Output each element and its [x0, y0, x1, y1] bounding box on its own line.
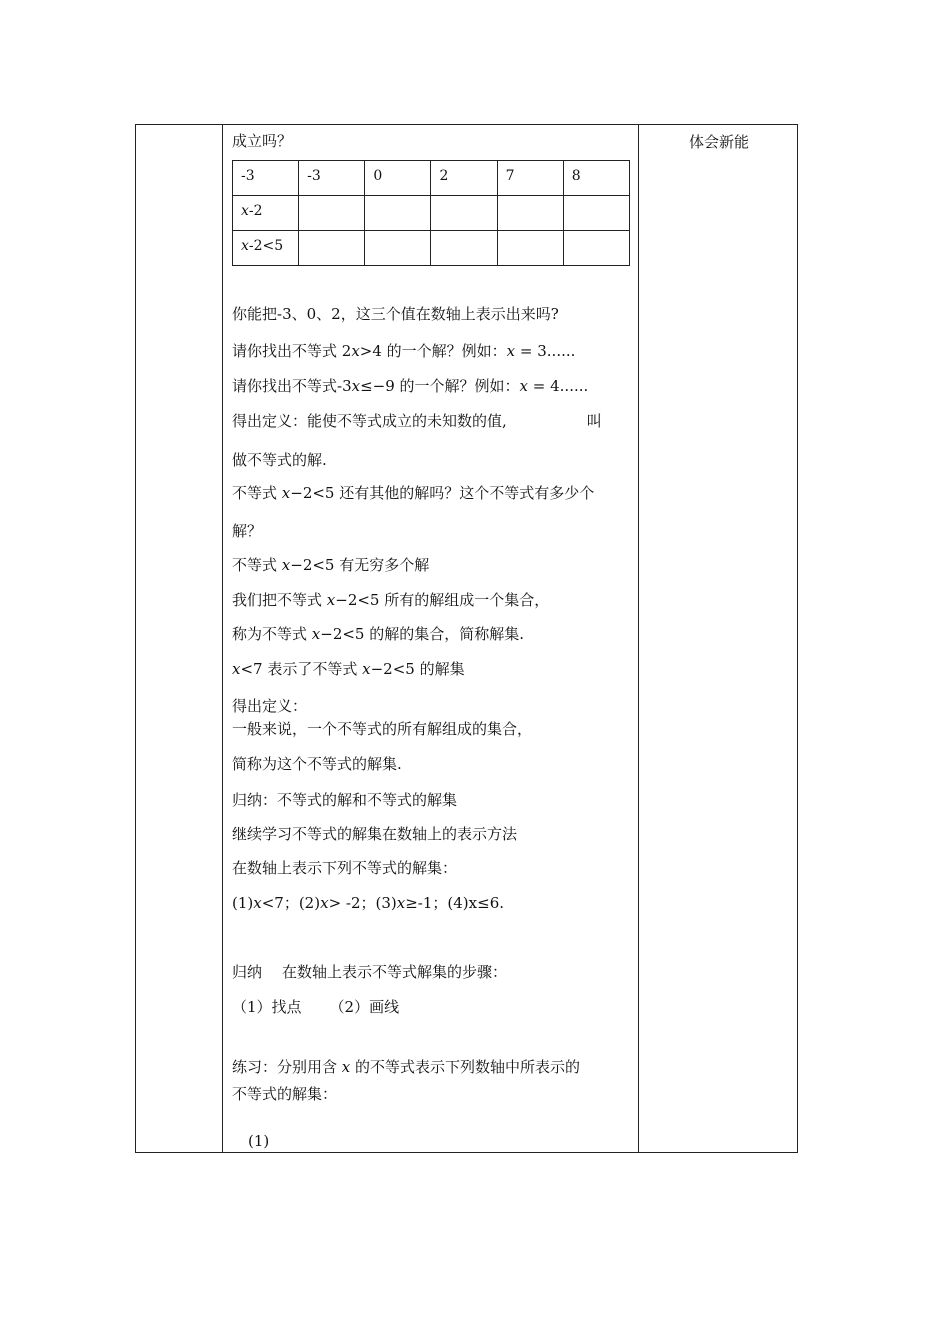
lesson-table	[135, 124, 798, 1153]
top-line: 成立吗？	[232, 132, 293, 150]
table-cell: -3	[299, 161, 365, 196]
table-cell: 0	[365, 161, 431, 196]
table-cell: -3	[233, 161, 299, 196]
table-cell	[563, 196, 629, 231]
table-cell	[299, 196, 365, 231]
table-cell	[299, 231, 365, 266]
text-line: 不等式 x−2<5 还有其他的解吗？这个不等式有多少个	[232, 484, 595, 502]
text-line: 归纳 在数轴上表示不等式解集的步骤：	[232, 963, 508, 981]
text-line: 得出定义：	[232, 697, 308, 715]
table-cell: x-2<5	[233, 231, 299, 266]
text-line: 不等式 x−2<5 有无穷多个解	[232, 556, 430, 574]
text-line: 请你找出不等式 2x>4 的一个解？例如：x = 3......	[232, 342, 576, 360]
text-line: 请你找出不等式-3x≤−9 的一个解？例如：x = 4......	[232, 377, 589, 395]
table-row	[233, 196, 630, 231]
text-line: 你能把-3、0、2，这三个值在数轴上表示出来吗?	[232, 305, 559, 323]
right-note: 体会新能	[688, 133, 749, 151]
text-line: 称为不等式 x−2<5 的解的集合，简称解集.	[232, 625, 525, 643]
text-line: (1)	[248, 1132, 270, 1150]
table-cell	[365, 231, 431, 266]
text-line: 简称为这个不等式的解集.	[232, 755, 402, 773]
table-cell	[497, 231, 563, 266]
table-cell: x-2	[233, 196, 299, 231]
text-line: 做不等式的解.	[232, 451, 327, 469]
table-row	[233, 231, 630, 266]
text-line: （1）找点 （2）画线	[232, 998, 400, 1016]
values-table	[232, 160, 630, 266]
text-line: (1)x<7；(2)x> -2；(3)x≥-1；(4)x≤6.	[232, 894, 505, 912]
text-line: 我们把不等式 x−2<5 所有的解组成一个集合，	[232, 591, 550, 609]
column-divider-left	[222, 125, 223, 1152]
table-cell: 7	[497, 161, 563, 196]
text-line: 解？	[232, 522, 263, 540]
text-line: x<7 表示了不等式 x−2<5 的解集	[232, 660, 465, 678]
text-line: 一般来说，一个不等式的所有解组成的集合，	[232, 720, 533, 738]
table-cell	[365, 196, 431, 231]
table-cell	[431, 231, 497, 266]
text-line: 练习：分别用含 x 的不等式表示下列数轴中所表示的	[232, 1058, 581, 1076]
text-line: 归纳：不等式的解和不等式的解集	[232, 791, 458, 809]
table-row	[233, 161, 630, 196]
text-line: 得出定义：能使不等式成立的未知数的值, 叫	[232, 412, 602, 430]
table-cell	[431, 196, 497, 231]
table-cell	[497, 196, 563, 231]
text-line: 不等式的解集：	[232, 1085, 338, 1103]
text-line: 继续学习不等式的解集在数轴上的表示方法	[232, 825, 518, 843]
table-cell: 8	[563, 161, 629, 196]
table-cell	[563, 231, 629, 266]
table-cell: 2	[431, 161, 497, 196]
column-divider-right	[638, 125, 639, 1152]
text-line: 在数轴上表示下列不等式的解集：	[232, 859, 458, 877]
